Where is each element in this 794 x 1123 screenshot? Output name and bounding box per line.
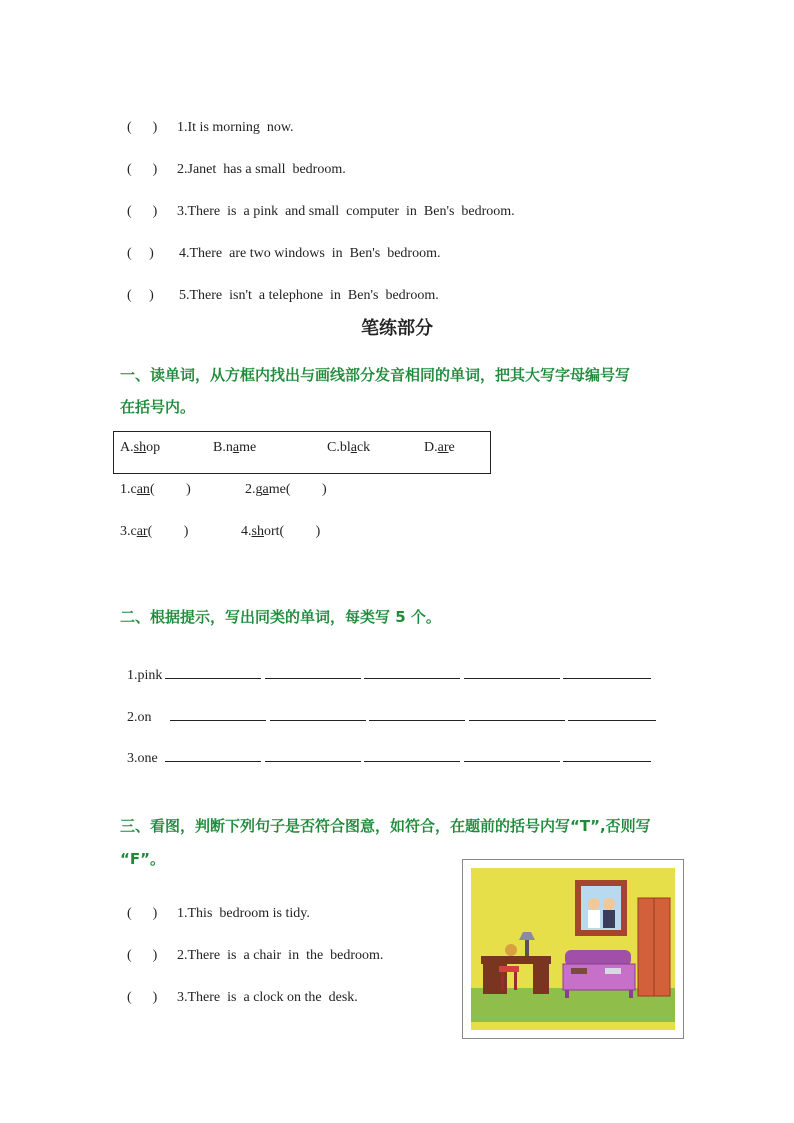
q2-row (120, 650, 651, 684)
answer-blank[interactable] (265, 666, 361, 679)
answer-paren[interactable]: ( ) (127, 162, 158, 177)
answer-blank[interactable] (464, 749, 560, 762)
statement: 2.Janet has a small bedroom. (177, 162, 346, 177)
q1-heading-line1: 一、读单词，从方框内找出与画线部分发音相同的单词，把其大写字母编号写 (120, 366, 631, 384)
listening-item (120, 230, 440, 262)
answer-blank[interactable] (369, 708, 465, 721)
answer-paren[interactable]: ( ) (127, 948, 158, 963)
statement: 1.It is morning now. (177, 120, 294, 135)
q1-heading-line2: 在括号内。 (120, 398, 196, 416)
q1-item[interactable]: 2.game( ) (245, 482, 327, 497)
q1-item[interactable]: 4.short( ) (241, 524, 321, 539)
answer-blank[interactable] (165, 666, 261, 679)
bedroom-picture (462, 859, 684, 1039)
answer-paren[interactable]: ( ) (127, 204, 158, 219)
category-word: 1.pink (127, 668, 163, 683)
answer-paren[interactable]: ( ) (127, 288, 154, 303)
category-word: 2.on (127, 710, 152, 725)
listening-item (120, 188, 515, 220)
answer-blank[interactable] (469, 708, 565, 721)
category-word: 3.one (127, 751, 158, 766)
q1-item[interactable]: 3.car( ) (120, 524, 189, 539)
option-a: A.shop (120, 440, 161, 455)
listening-item (120, 104, 294, 136)
statement: 3.There is a clock on the desk. (177, 990, 358, 1005)
q2-heading: 二、根据提示，写出同类的单词，每类写 5 个。 (120, 608, 441, 626)
answer-blank[interactable] (364, 666, 460, 679)
answer-blank[interactable] (364, 749, 460, 762)
q2-row (120, 733, 651, 767)
q3-item (120, 890, 310, 922)
answer-paren[interactable]: ( ) (127, 120, 158, 135)
option-c: C.black (327, 440, 371, 455)
answer-paren[interactable]: ( ) (127, 906, 158, 921)
answer-blank[interactable] (165, 749, 261, 762)
q3-heading-line1: 三、看图，判断下列句子是否符合图意，如符合，在题前的括号内写“T”,否则写 (120, 817, 651, 835)
statement: 5.There isn't a telephone in Ben's bedroom. (179, 288, 439, 303)
statement: 2.There is a chair in the bedroom. (177, 948, 384, 963)
answer-paren[interactable]: ( ) (127, 246, 154, 261)
statement: 4.There are two windows in Ben's bedroom. (179, 246, 441, 261)
answer-blank[interactable] (563, 666, 651, 679)
q3-heading-line2: “F”。 (120, 850, 165, 868)
statement: 3.There is a pink and small computer in Ben's bedroom. (177, 204, 515, 219)
answer-blank[interactable] (170, 708, 266, 721)
option-b: B.name (213, 440, 257, 455)
answer-blank[interactable] (270, 708, 366, 721)
listening-item (120, 272, 439, 304)
q1-item[interactable]: 1.can( ) (120, 482, 191, 497)
section-title: 笔练部分 (361, 318, 433, 339)
listening-item (120, 146, 346, 178)
option-d: D.are (424, 440, 455, 455)
q2-row (120, 692, 656, 726)
bedroom-illustration-icon (463, 860, 683, 1038)
q3-item (120, 932, 383, 964)
answer-blank[interactable] (563, 749, 651, 762)
q3-item (120, 974, 358, 1006)
answer-blank[interactable] (464, 666, 560, 679)
statement: 1.This bedroom is tidy. (177, 906, 310, 921)
answer-blank[interactable] (265, 749, 361, 762)
answer-blank[interactable] (568, 708, 656, 721)
answer-paren[interactable]: ( ) (127, 990, 158, 1005)
